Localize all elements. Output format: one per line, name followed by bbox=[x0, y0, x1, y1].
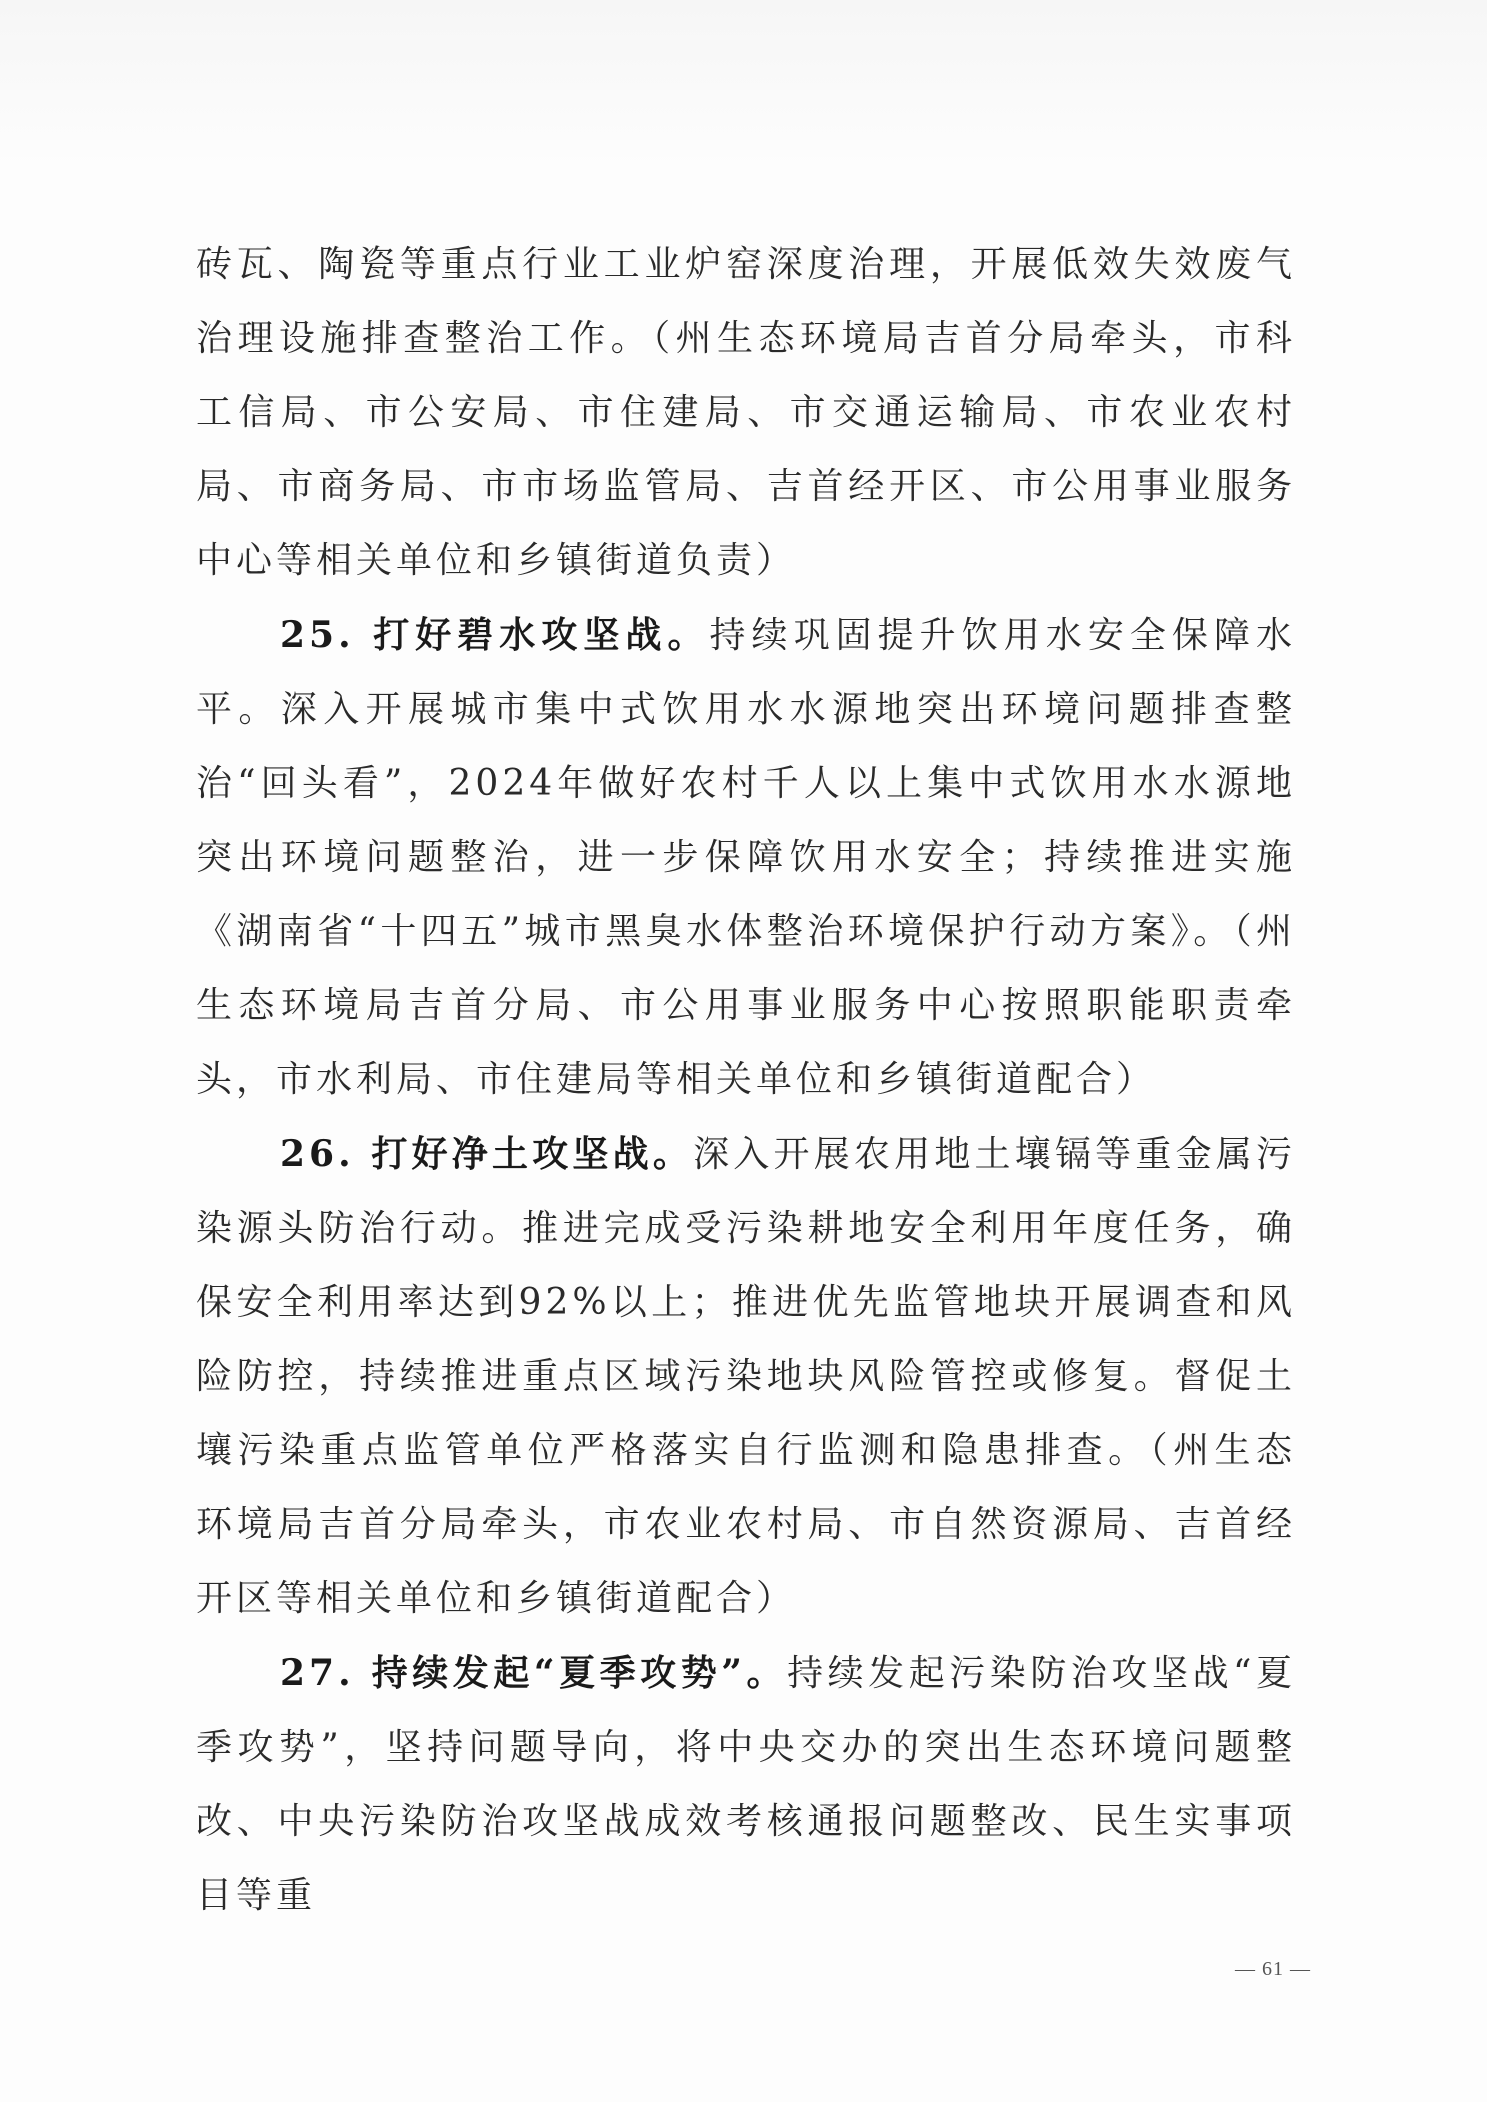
item-heading: 25. 打好碧水攻坚战。 bbox=[280, 614, 710, 656]
paragraph-text: 持续发起污染防治攻坚战“夏季攻势”，坚持问题导向，将中央交办的突出生态环境问题整改、中央污染防治攻坚战成效考核通报问题整改、民生实事项目等重 bbox=[196, 1653, 1296, 1916]
paragraph-item-25 bbox=[196, 598, 1296, 1117]
paragraph-continuation bbox=[196, 228, 1296, 598]
page-number: — 61 — bbox=[1235, 1958, 1311, 1980]
paragraph-text: 持续巩固提升饮用水安全保障水平。深入开展城市集中式饮用水水源地突出环境问题排查整治“回头看”，2024年做好农村千人以上集中式饮用水水源地突出环境问题整治，进一步保障饮用水安全；持续推进实施《湖南省“十四五”城市黑臭水体整治环境保护行动方案》。（州生态环境局吉首分局、市公用事业服务中心按照职能职责牵头，市水利局、市住建局等相关单位和乡镇街道配合） bbox=[196, 615, 1296, 1100]
paragraph-text: 砖瓦、陶瓷等重点行业工业炉窑深度治理，开展低效失效废气治理设施排查整治工作。（州生态环境局吉首分局牵头，市科工信局、市公安局、市住建局、市交通运输局、市农业农村局、市商务局、市市场监管局、吉首经开区、市公用事业服务中心等相关单位和乡镇街道负责） bbox=[196, 244, 1296, 581]
scan-margin bbox=[0, 0, 1487, 168]
paragraph-text: 深入开展农用地土壤镉等重金属污染源头防治行动。推进完成受污染耕地安全利用年度任务，确保安全利用率达到92%以上；推进优先监管地块开展调查和风险防控，持续推进重点区域污染地块风险管控或修复。督促土壤污染重点监管单位严格落实自行监测和隐患排查。（州生态环境局吉首分局牵头，市农业农村局、市自然资源局、吉首经开区等相关单位和乡镇街道配合） bbox=[196, 1134, 1296, 1619]
item-heading: 26. 打好净土攻坚战。 bbox=[280, 1133, 694, 1175]
document-body bbox=[196, 228, 1296, 1933]
paragraph-item-27 bbox=[196, 1636, 1296, 1933]
item-heading: 27. 持续发起“夏季攻势”。 bbox=[280, 1652, 788, 1694]
paragraph-item-26 bbox=[196, 1117, 1296, 1636]
